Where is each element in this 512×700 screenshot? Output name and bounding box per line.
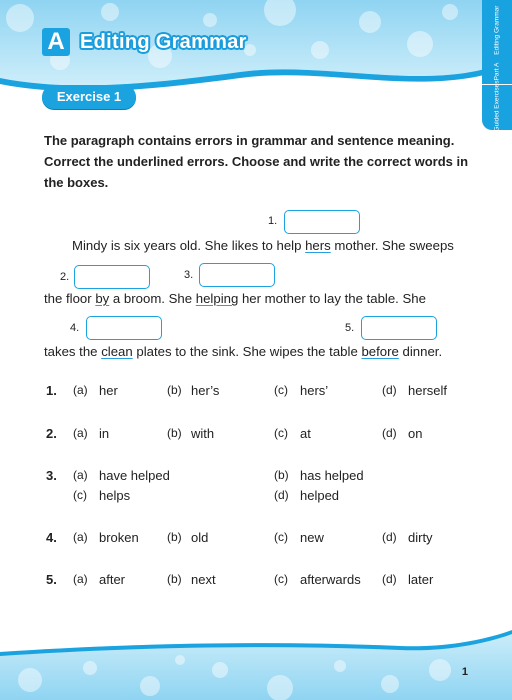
- section-letter-badge: A: [42, 28, 70, 56]
- section-title: Editing Grammar: [80, 31, 247, 53]
- underlined-error-1: hers: [305, 238, 331, 253]
- option-letter: (b): [167, 530, 182, 544]
- underlined-error-3: helping: [195, 291, 239, 306]
- blank-number-3: 3.: [184, 269, 194, 281]
- side-tab-guided[interactable]: [482, 80, 512, 132]
- option-b[interactable]: her’s: [191, 383, 220, 398]
- question-number: 5.: [46, 572, 57, 587]
- option-letter: (a): [73, 530, 88, 544]
- instructions-text: The paragraph contains errors in grammar and sentence meaning. Correct the underlined errors. Choose and write the correct words in the boxes.: [44, 133, 469, 190]
- question-number: 1.: [46, 383, 57, 398]
- footer-bubble-band: [0, 630, 512, 700]
- paragraph-text: the floor: [44, 291, 96, 306]
- option-letter: (d): [274, 488, 289, 502]
- option-letter: (a): [73, 426, 88, 440]
- question-number: 4.: [46, 530, 57, 545]
- paragraph-text: a broom. She: [109, 291, 196, 306]
- option-letter: (c): [73, 488, 87, 502]
- answer-box-5[interactable]: [361, 316, 437, 340]
- option-letter: (b): [274, 468, 289, 482]
- option-letter: (d): [382, 530, 397, 544]
- option-a[interactable]: in: [99, 426, 110, 441]
- underlined-error-2: by: [95, 291, 110, 306]
- paragraph-line-2: [44, 291, 426, 306]
- option-letter: (a): [73, 572, 88, 586]
- question-number: 3.: [46, 468, 57, 483]
- answer-box-1[interactable]: [284, 210, 360, 234]
- blank-number-2: 2.: [60, 271, 70, 283]
- option-b[interactable]: with: [191, 426, 215, 441]
- blank-number-5: 5.: [345, 322, 355, 334]
- option-d[interactable]: herself: [408, 383, 448, 398]
- option-letter: (c): [274, 426, 288, 440]
- option-a[interactable]: broken: [99, 530, 139, 545]
- option-letter: (d): [382, 383, 397, 397]
- option-c[interactable]: hers’: [300, 383, 329, 398]
- option-letter: (c): [274, 530, 288, 544]
- blank-number-1: 1.: [268, 215, 278, 227]
- side-tab-part-title: Editing Grammar: [493, 5, 500, 55]
- paragraph-text: her mother to lay the table. She: [238, 291, 426, 306]
- option-b[interactable]: next: [191, 572, 216, 587]
- option-d[interactable]: later: [408, 572, 434, 587]
- side-tab-part[interactable]: [482, 5, 512, 81]
- underlined-error-4: clean: [101, 344, 133, 359]
- option-letter: (a): [73, 468, 88, 482]
- option-b[interactable]: has helped: [300, 468, 364, 483]
- answer-box-3[interactable]: [199, 263, 275, 287]
- blank-number-4: 4.: [70, 322, 80, 334]
- option-a[interactable]: have helped: [99, 468, 170, 483]
- option-letter: (a): [73, 383, 88, 397]
- option-c[interactable]: helps: [99, 488, 131, 503]
- option-b[interactable]: old: [191, 530, 209, 545]
- option-letter: (d): [382, 426, 397, 440]
- option-letter: (d): [382, 572, 397, 586]
- side-tabs: [482, 0, 512, 130]
- option-d[interactable]: helped: [300, 488, 340, 503]
- page-number: 1: [461, 666, 468, 678]
- paragraph-line-1: [72, 238, 454, 253]
- underlined-error-5: before: [361, 344, 399, 359]
- option-letter: (b): [167, 383, 182, 397]
- option-d[interactable]: dirty: [408, 530, 433, 545]
- option-d[interactable]: on: [408, 426, 423, 441]
- paragraph-text: plates to the sink. She wipes the table: [132, 344, 362, 359]
- exercise-label: Exercise 1: [42, 85, 136, 109]
- option-a[interactable]: after: [99, 572, 126, 587]
- option-letter: (b): [167, 426, 182, 440]
- option-letter: (c): [274, 383, 288, 397]
- paragraph-text: Mindy is six years old. She likes to help: [72, 238, 306, 253]
- answer-box-2[interactable]: [74, 265, 150, 289]
- side-tab-part-label: Part A: [493, 62, 500, 81]
- answer-box-4[interactable]: [86, 316, 162, 340]
- paragraph-line-3: [44, 344, 442, 359]
- paragraph-text: takes the: [44, 344, 102, 359]
- option-a[interactable]: her: [99, 383, 118, 398]
- paragraph-text: dinner.: [398, 344, 443, 359]
- paragraph-text: mother. She sweeps: [330, 238, 454, 253]
- option-letter: (c): [274, 572, 288, 586]
- option-c[interactable]: new: [300, 530, 324, 545]
- option-c[interactable]: afterwards: [300, 572, 361, 587]
- option-c[interactable]: at: [300, 426, 311, 441]
- option-letter: (b): [167, 572, 182, 586]
- question-number: 2.: [46, 426, 57, 441]
- side-tab-guided-label: Guided Exercises: [493, 80, 501, 132]
